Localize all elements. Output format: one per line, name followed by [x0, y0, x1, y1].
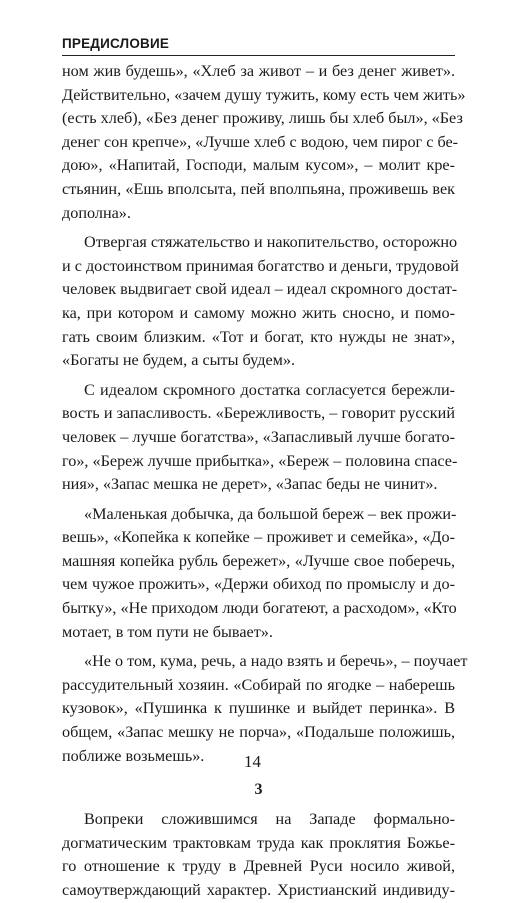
text-line: го отношение к труду в Древней Руси носило живой,: [62, 857, 455, 876]
text-line: дополна».: [62, 203, 131, 222]
page-number: 14: [244, 752, 261, 771]
text-line: Действительно, «зачем душу тужить, кому есть чем жить»: [62, 85, 466, 104]
page-body: [62, 60, 468, 903]
text-line: вешь», «Копейка к копейке – проживет и семейка», «До-: [62, 528, 455, 547]
text-line: «Маленькая добычка, да большой береж – век прожи-: [84, 504, 457, 523]
text-line: кузовок», «Пушинка к пушинке и выйдет перинка». В: [62, 699, 455, 718]
paragraph: [62, 808, 455, 902]
text-line: ка, при котором и самому можно жить сносно, и помо-: [62, 303, 455, 322]
text-line: ния», «Запас мешка не дерет», «Запас беды не чинит».: [62, 475, 438, 494]
text-line: чем чужое прожить», «Держи обиход по промыслу и до-: [62, 575, 455, 594]
text-line: поближе возьмешь».: [62, 746, 205, 765]
text-line: Вопреки сложившимся на Западе формально-: [84, 810, 455, 829]
text-line: «Богаты не будем, а сыты будем».: [62, 351, 296, 370]
section-number: 3: [254, 781, 263, 799]
text-line: ном жив будешь», «Хлеб за живот – и без денег живет».: [62, 62, 455, 80]
text-line: гать своим близким. «Тот и богат, кто нужды не знат»,: [62, 327, 455, 346]
text-line: Отвергая стяжательство и накопительство, осторожно: [84, 233, 458, 252]
text-line: и с достоинством принимая богатство и деньги, трудовой: [62, 256, 459, 275]
text-line: «Не о том, кума, речь, а надо взять и беречь», – поучает: [84, 652, 468, 671]
text-line: общем, «Запас мешку не порча», «Подальше положишь,: [62, 723, 455, 742]
text-line: мотает, в том пути не бывает».: [62, 622, 273, 641]
paragraph: [62, 503, 455, 645]
text-line: рассудительный хозяин. «Собирай по ягодке – наберешь: [62, 675, 455, 694]
text-line: машняя копейка рубль бережет», «Лучше свое поберечь,: [62, 551, 455, 570]
text-line: самоутверждающий характер. Христианский индивиду-: [62, 881, 455, 899]
paragraph: [62, 650, 468, 768]
text-line: бытку», «Не приходом люди богатеют, а расходом», «Кто: [62, 599, 457, 618]
text-line: (есть хлеб), «Без денег проживу, лишь бы хлеб был», «Без: [62, 109, 463, 128]
text-line: догматическим трактовкам труда как проклятия Божье-: [62, 833, 455, 852]
text-line: го», «Береж лучше прибытка», «Береж – половина спасе-: [62, 451, 458, 470]
text-line: вость и запасливость. «Бережливость, – говорит русский: [62, 404, 455, 423]
text-line: дою», «Напитай, Господи, малым кусом», – молит кре-: [62, 156, 455, 175]
paragraph: [62, 379, 458, 497]
text-line: денег сон крепче», «Лучше хлеб с водою, чем пирог с бе-: [62, 132, 459, 151]
text-line: стьянин, «Ешь вполсыта, пей вполпьяна, проживешь век: [62, 179, 455, 198]
text-line: человек – лучше богатства», «Запасливый лучше богато-: [62, 427, 455, 446]
text-line: человек выдвигает свой идеал – идеал скромного достат-: [62, 280, 458, 299]
paragraph: [62, 60, 466, 225]
text-line: С идеалом скромного достатка согласуется бережли-: [84, 380, 455, 399]
running-head: ПРЕДИСЛОВИЕ: [62, 36, 170, 51]
paragraph: [62, 231, 459, 373]
running-head-rule: [62, 55, 455, 56]
